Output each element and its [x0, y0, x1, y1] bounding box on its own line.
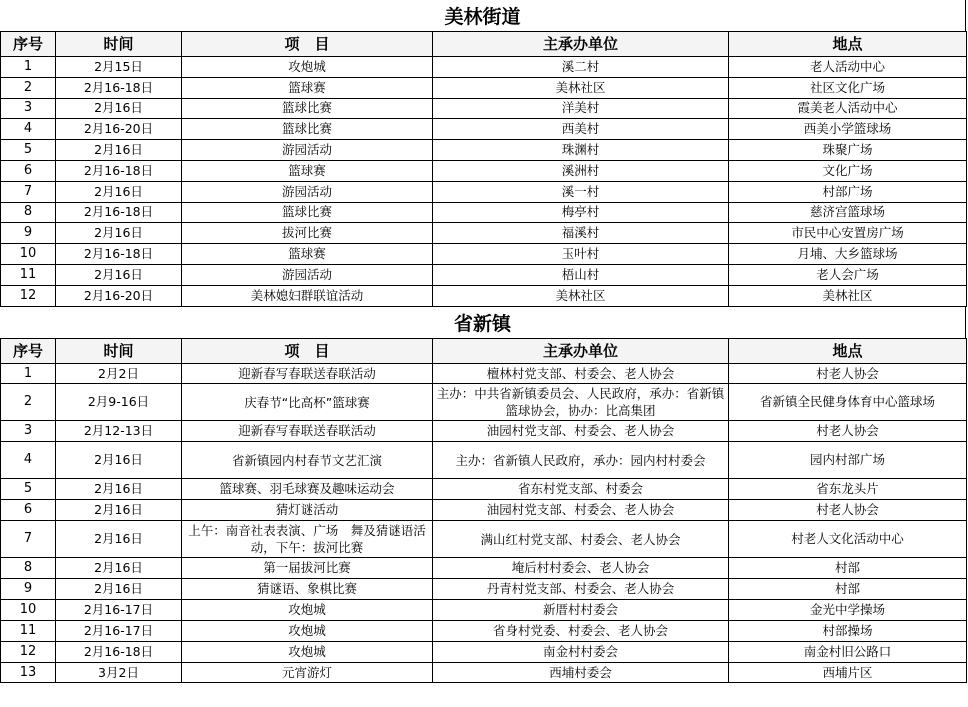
row-item: 篮球赛 [182, 160, 433, 181]
row-date: 2月15日 [56, 57, 182, 78]
table-row [1, 244, 967, 265]
row-date: 2月16-18日 [56, 244, 182, 265]
row-number: 8 [1, 558, 56, 579]
row-item: 攻炮城 [182, 641, 433, 662]
header-location: 地点 [729, 32, 967, 57]
row-date: 2月16日 [56, 558, 182, 579]
row-organizer: 西美村 [433, 119, 729, 140]
row-organizer: 福溪村 [433, 223, 729, 244]
table-row [1, 140, 967, 161]
row-organizer: 洋美村 [433, 98, 729, 119]
row-date: 2月16-18日 [56, 202, 182, 223]
row-number: 8 [1, 202, 56, 223]
row-location: 西美小学篮球场 [729, 119, 967, 140]
table-row [1, 77, 967, 98]
table-row [1, 98, 967, 119]
row-item: 篮球赛 [182, 244, 433, 265]
row-location: 美林社区 [729, 285, 967, 306]
row-date: 2月16日 [56, 223, 182, 244]
row-organizer: 主办：中共省新镇委员会、人民政府，承办：省新镇篮球协会，协办：比高集团 [433, 384, 729, 421]
row-date: 2月16日 [56, 479, 182, 500]
row-number: 10 [1, 244, 56, 265]
table-row [1, 223, 967, 244]
row-organizer: 丹青村党支部、村委会、老人协会 [433, 579, 729, 600]
row-item: 庆春节“比高杯”篮球赛 [182, 384, 433, 421]
row-location: 村老人协会 [729, 421, 967, 442]
row-date: 2月16日 [56, 500, 182, 521]
table-row [1, 521, 967, 558]
row-location: 市民中心安置房广场 [729, 223, 967, 244]
row-number: 11 [1, 264, 56, 285]
row-organizer: 溪二村 [433, 57, 729, 78]
row-organizer: 省东村党支部、村委会 [433, 479, 729, 500]
row-organizer: 南金村村委会 [433, 641, 729, 662]
row-date: 2月16日 [56, 140, 182, 161]
row-date: 2月16-17日 [56, 620, 182, 641]
row-location: 村部 [729, 558, 967, 579]
table-row [1, 620, 967, 641]
table-row [1, 119, 967, 140]
row-date: 2月16日 [56, 181, 182, 202]
row-organizer: 西埔村委会 [433, 662, 729, 683]
row-item: 游园活动 [182, 264, 433, 285]
table-row [1, 264, 967, 285]
row-organizer: 油园村党支部、村委会、老人协会 [433, 421, 729, 442]
row-item: 拔河比赛 [182, 223, 433, 244]
row-location: 老人会广场 [729, 264, 967, 285]
header-item: 项 目 [182, 338, 433, 363]
row-number: 13 [1, 662, 56, 683]
row-item: 篮球赛 [182, 77, 433, 98]
row-organizer: 美林社区 [433, 285, 729, 306]
row-item: 攻炮城 [182, 599, 433, 620]
row-item: 篮球比赛 [182, 98, 433, 119]
row-location: 村部 [729, 579, 967, 600]
header-no: 序号 [1, 32, 56, 57]
row-date: 2月2日 [56, 363, 182, 384]
row-date: 2月16-17日 [56, 599, 182, 620]
row-number: 3 [1, 421, 56, 442]
row-date: 2月12-13日 [56, 421, 182, 442]
table-row [1, 500, 967, 521]
table-row [1, 558, 967, 579]
row-number: 4 [1, 442, 56, 479]
row-organizer: 满山红村党支部、村委会、老人协会 [433, 521, 729, 558]
header-organizer: 主承办单位 [433, 32, 729, 57]
header-date: 时间 [56, 338, 182, 363]
row-location: 西埔片区 [729, 662, 967, 683]
row-number: 1 [1, 57, 56, 78]
row-organizer: 檀林村党支部、村委会、老人协会 [433, 363, 729, 384]
row-organizer: 埯后村村委会、老人协会 [433, 558, 729, 579]
row-number: 12 [1, 641, 56, 662]
table-row [1, 181, 967, 202]
row-item: 游园活动 [182, 181, 433, 202]
row-number: 6 [1, 500, 56, 521]
row-location: 珠聚广场 [729, 140, 967, 161]
row-organizer: 油园村党支部、村委会、老人协会 [433, 500, 729, 521]
row-item: 篮球比赛 [182, 119, 433, 140]
row-organizer: 省身村党委、村委会、老人协会 [433, 620, 729, 641]
table-row [1, 599, 967, 620]
row-organizer: 美林社区 [433, 77, 729, 98]
row-date: 2月16日 [56, 264, 182, 285]
row-item: 篮球赛、羽毛球赛及趣味运动会 [182, 479, 433, 500]
row-date: 3月2日 [56, 662, 182, 683]
row-location: 老人活动中心 [729, 57, 967, 78]
row-number: 1 [1, 363, 56, 384]
row-organizer: 新厝村村委会 [433, 599, 729, 620]
row-item: 迎新春写春联送春联活动 [182, 421, 433, 442]
table-row [1, 479, 967, 500]
row-organizer: 主办：省新镇人民政府，承办：园内村村委会 [433, 442, 729, 479]
table-row [1, 285, 967, 306]
row-date: 2月16日 [56, 521, 182, 558]
row-number: 12 [1, 285, 56, 306]
row-date: 2月16日 [56, 579, 182, 600]
table-row [1, 363, 967, 384]
table-header-row [1, 338, 967, 363]
row-date: 2月16-18日 [56, 641, 182, 662]
row-date: 2月9-16日 [56, 384, 182, 421]
row-item: 猜谜语、象棋比赛 [182, 579, 433, 600]
row-item: 猜灯谜活动 [182, 500, 433, 521]
row-number: 2 [1, 384, 56, 421]
table-row [1, 202, 967, 223]
table-row [1, 641, 967, 662]
row-number: 10 [1, 599, 56, 620]
row-location: 省新镇全民健身体育中心篮球场 [729, 384, 967, 421]
row-date: 2月16-20日 [56, 119, 182, 140]
section-title-meilin: 美林街道 [0, 0, 966, 31]
row-number: 4 [1, 119, 56, 140]
header-no: 序号 [1, 338, 56, 363]
row-location: 霞美老人活动中心 [729, 98, 967, 119]
row-number: 5 [1, 479, 56, 500]
row-location: 园内村部广场 [729, 442, 967, 479]
row-number: 7 [1, 181, 56, 202]
row-location: 省东龙头片 [729, 479, 967, 500]
table-header-row [1, 32, 967, 57]
row-date: 2月16-20日 [56, 285, 182, 306]
row-item: 美林媳妇群联谊活动 [182, 285, 433, 306]
row-location: 慈济宫篮球场 [729, 202, 967, 223]
row-date: 2月16日 [56, 98, 182, 119]
row-date: 2月16日 [56, 442, 182, 479]
row-number: 9 [1, 579, 56, 600]
row-number: 6 [1, 160, 56, 181]
row-location: 文化广场 [729, 160, 967, 181]
row-number: 11 [1, 620, 56, 641]
row-number: 9 [1, 223, 56, 244]
header-item: 项 目 [182, 32, 433, 57]
row-date: 2月16-18日 [56, 160, 182, 181]
row-location: 月埔、大乡篮球场 [729, 244, 967, 265]
row-item: 元宵游灯 [182, 662, 433, 683]
row-location: 社区文化广场 [729, 77, 967, 98]
row-item: 游园活动 [182, 140, 433, 161]
row-location: 村部广场 [729, 181, 967, 202]
row-item: 攻炮城 [182, 620, 433, 641]
row-item: 攻炮城 [182, 57, 433, 78]
row-location: 村部操场 [729, 620, 967, 641]
row-organizer: 珠渊村 [433, 140, 729, 161]
header-organizer: 主承办单位 [433, 338, 729, 363]
row-number: 2 [1, 77, 56, 98]
row-item: 第一届拔河比赛 [182, 558, 433, 579]
row-location: 金光中学操场 [729, 599, 967, 620]
row-organizer: 溪洲村 [433, 160, 729, 181]
table-row [1, 421, 967, 442]
row-number: 7 [1, 521, 56, 558]
meilin-table [0, 31, 967, 307]
header-location: 地点 [729, 338, 967, 363]
row-number: 3 [1, 98, 56, 119]
shengxin-table [0, 338, 967, 684]
row-item: 篮球比赛 [182, 202, 433, 223]
row-item: 上午：南音社表表演、广场 舞及猜谜语活动，下午：拔河比赛 [182, 521, 433, 558]
table-row [1, 160, 967, 181]
row-organizer: 梧山村 [433, 264, 729, 285]
table-row [1, 579, 967, 600]
row-organizer: 梅亭村 [433, 202, 729, 223]
row-organizer: 溪一村 [433, 181, 729, 202]
row-location: 村老人协会 [729, 500, 967, 521]
row-organizer: 玉叶村 [433, 244, 729, 265]
row-date: 2月16-18日 [56, 77, 182, 98]
table-row [1, 442, 967, 479]
row-location: 村老人文化活动中心 [729, 521, 967, 558]
row-item: 迎新春写春联送春联活动 [182, 363, 433, 384]
table-row [1, 384, 967, 421]
row-item: 省新镇园内村春节文艺汇演 [182, 442, 433, 479]
table-row [1, 57, 967, 78]
row-location: 村老人协会 [729, 363, 967, 384]
row-location: 南金村旧公路口 [729, 641, 967, 662]
table-row [1, 662, 967, 683]
section-title-shengxin: 省新镇 [0, 307, 966, 338]
row-number: 5 [1, 140, 56, 161]
header-date: 时间 [56, 32, 182, 57]
